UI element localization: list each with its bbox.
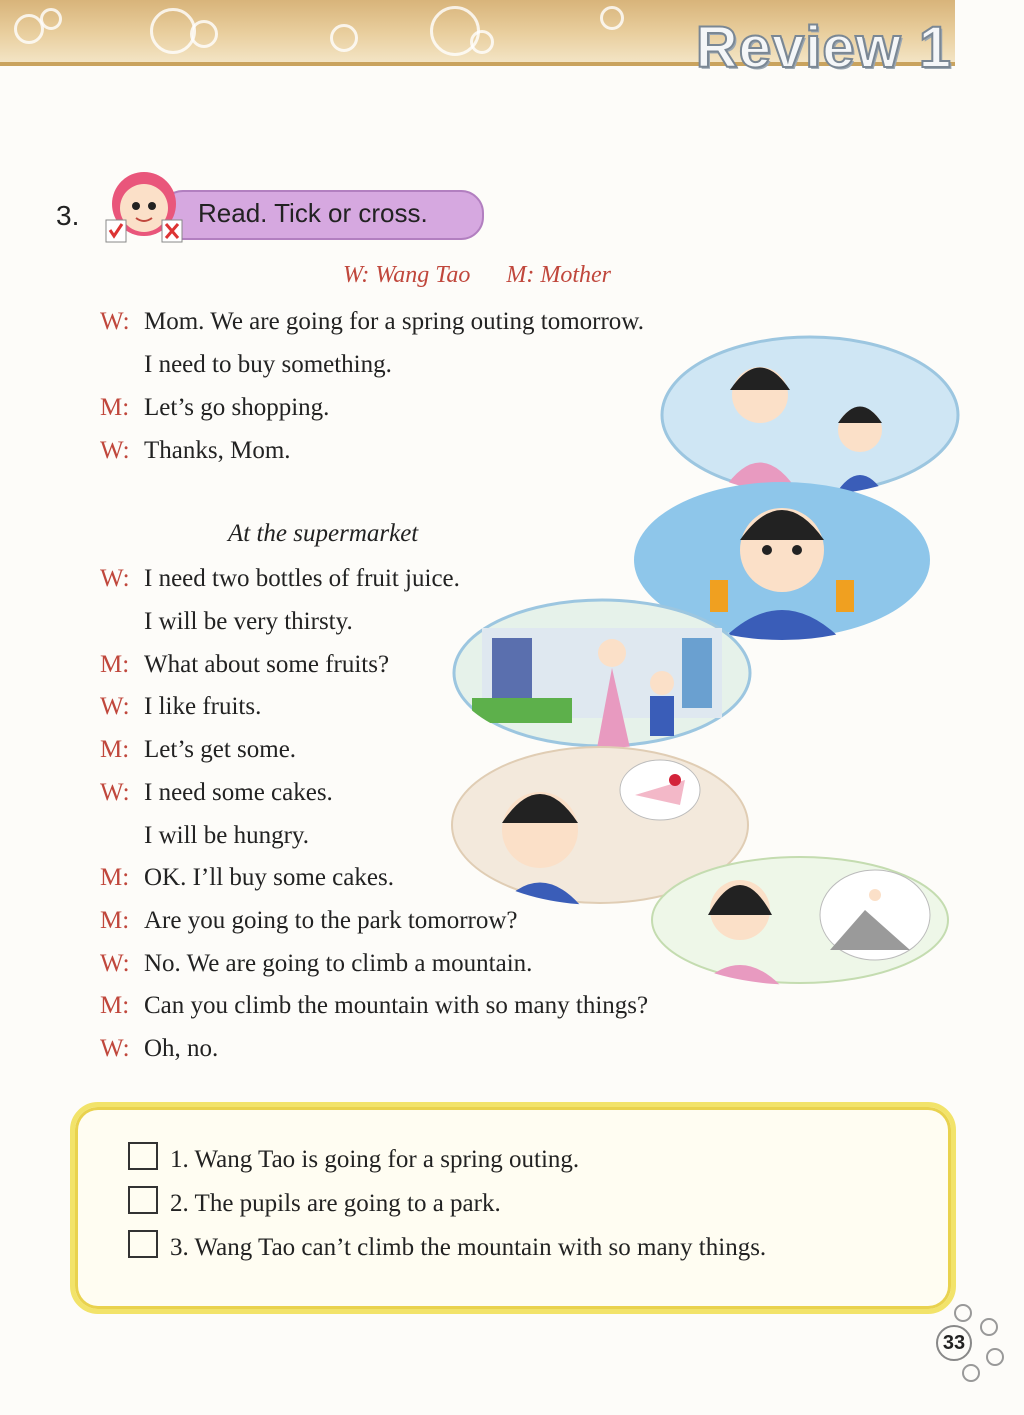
dialogue-text: What about some fruits? <box>144 651 390 678</box>
speaker-label: M: <box>100 907 130 934</box>
decor-ring <box>954 1304 972 1322</box>
page-number: 33 <box>936 1325 972 1361</box>
decor-bubble <box>600 6 624 30</box>
dialogue-text: Are you going to the park tomorrow? <box>144 907 518 934</box>
statement-row <box>128 1186 501 1218</box>
scene-subheading: At the supermarket <box>228 520 419 547</box>
speaker-legend <box>343 262 641 289</box>
dialogue-text: I need two bottles of fruit juice. <box>144 565 460 592</box>
decor-bubble <box>40 8 62 30</box>
statement-row <box>128 1142 579 1174</box>
mother-thinking-mountain-illustration <box>650 855 950 985</box>
mother-and-boy-illustration <box>660 335 960 495</box>
statement-row <box>128 1230 766 1262</box>
tick-checkbox[interactable] <box>128 1230 158 1258</box>
decor-bubble <box>470 30 494 54</box>
decor-ring <box>986 1348 1004 1366</box>
speaker-label: M: <box>100 651 130 678</box>
speaker-label: W: <box>100 1035 130 1062</box>
speaker-label: M: <box>100 394 130 421</box>
speaker-label: W: <box>100 779 130 806</box>
dialogue-text: OK. I’ll buy some cakes. <box>144 864 394 891</box>
mascot-icon <box>100 168 188 248</box>
decor-bubble <box>190 20 218 48</box>
dialogue-text: Thanks, Mom. <box>144 437 291 464</box>
tick-checkbox[interactable] <box>128 1142 158 1170</box>
dialogue-text: Can you climb the mountain with so many things? <box>144 992 649 1019</box>
dialogue-text: I need some cakes. <box>144 779 333 806</box>
dialogue-text: I need to buy something. <box>144 351 392 378</box>
statement-text: 2. The pupils are going to a park. <box>170 1190 501 1217</box>
page-title: Review 1 <box>695 15 952 80</box>
supermarket-illustration <box>452 598 752 748</box>
speaker-label: W: <box>100 565 130 592</box>
dialogue-text: Let’s get some. <box>144 736 297 763</box>
decor-ring <box>962 1364 980 1382</box>
decor-bubble <box>150 8 196 54</box>
statement-text: 3. Wang Tao can’t climb the mountain with so many things. <box>170 1234 767 1261</box>
dialogue-text: I like fruits. <box>144 693 262 720</box>
legend-wang-tao: W: Wang Tao <box>343 262 471 288</box>
decor-bubble <box>330 24 358 52</box>
speaker-label: W: <box>100 308 130 335</box>
legend-mother: M: Mother <box>506 262 611 288</box>
dialogue-text: I will be hungry. <box>144 822 310 849</box>
speaker-label: M: <box>100 736 130 763</box>
exercise-number: 3. <box>56 200 80 231</box>
speaker-label: W: <box>100 950 130 977</box>
speaker-label: M: <box>100 864 130 891</box>
statement-text: 1. Wang Tao is going for a spring outing. <box>170 1146 580 1173</box>
decor-ring <box>980 1318 998 1336</box>
dialogue-text: Mom. We are going for a spring outing tomorrow. <box>144 308 644 335</box>
dialogue-text: Let’s go shopping. <box>144 394 330 421</box>
speaker-label: W: <box>100 437 130 464</box>
dialogue-text: No. We are going to climb a mountain. <box>144 950 533 977</box>
instruction-text: Read. Tick or cross. <box>198 198 428 228</box>
tick-checkbox[interactable] <box>128 1186 158 1214</box>
speaker-label: W: <box>100 693 130 720</box>
dialogue-text: Oh, no. <box>144 1035 219 1062</box>
speaker-label: M: <box>100 992 130 1019</box>
dialogue-text: I will be very thirsty. <box>144 608 353 635</box>
